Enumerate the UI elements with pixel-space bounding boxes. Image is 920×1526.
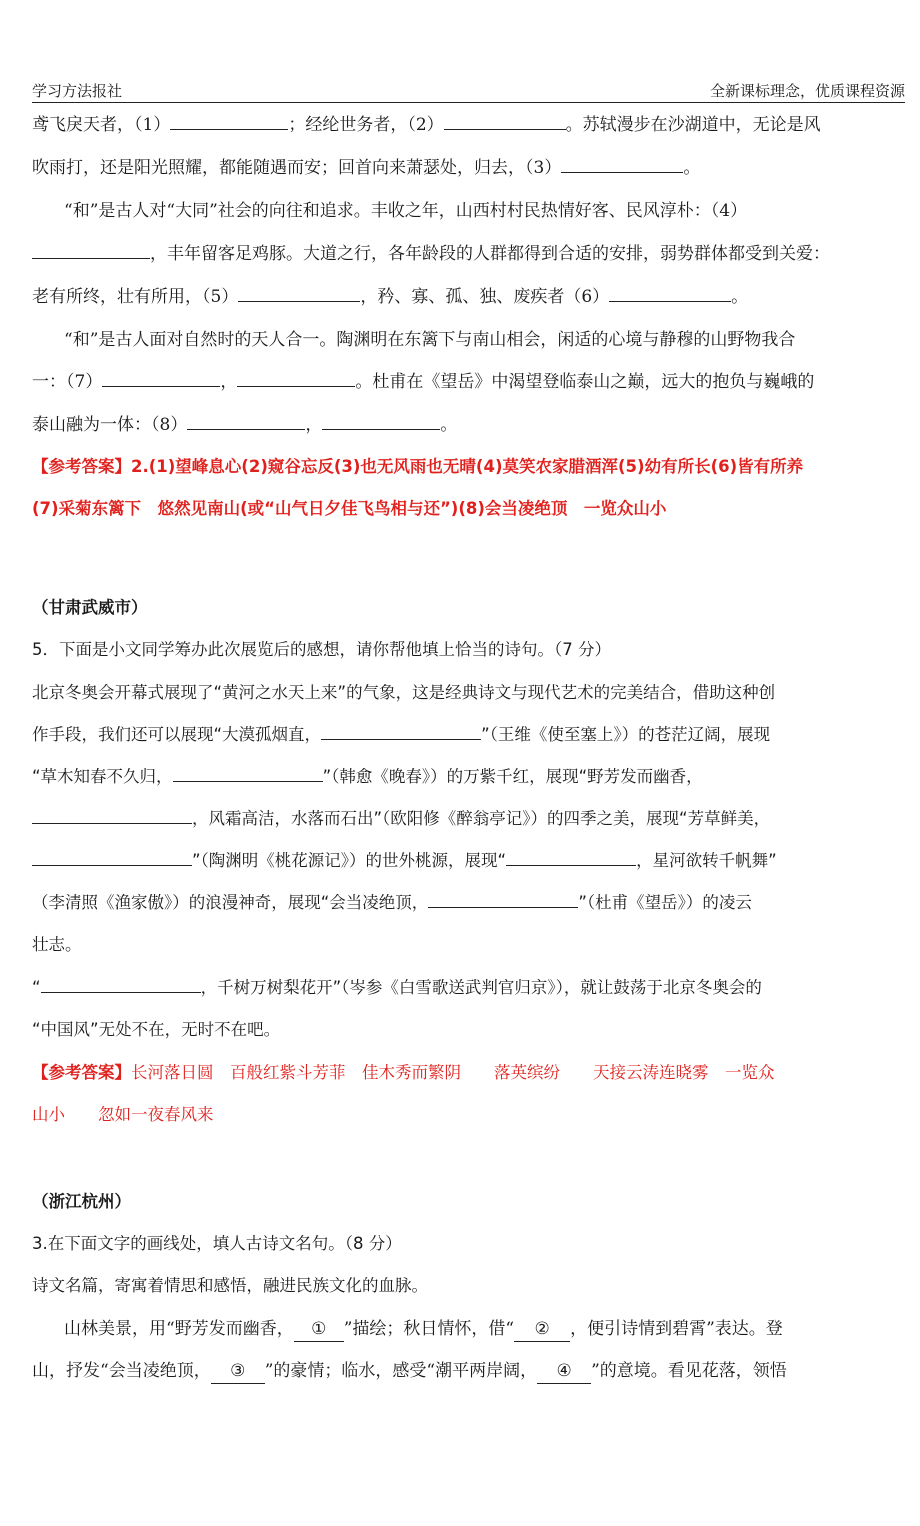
text-line: “中国风”无处不在，无时不在吧。 — [32, 1020, 281, 1039]
blank — [506, 849, 636, 866]
blank-1 — [170, 113, 288, 130]
header-publisher: 学习方法报社 — [32, 82, 123, 100]
blank — [173, 765, 323, 782]
blank-6 — [609, 285, 731, 302]
question-title: 3.在下面文字的画线处，填人古诗文名句。（8 分） — [32, 1234, 402, 1253]
answer-line: 山小 忽如一夜春风来 — [32, 1105, 214, 1124]
blank-7a — [102, 370, 220, 387]
text-line: 山，抒发“会当凌绝顶， ③ ”的豪情；临水，感受“潮平两岸阔， ④ ”的意境。看见花落，领悟 — [32, 1359, 904, 1384]
blank-8b — [322, 413, 440, 430]
answer-label: 【参考答案】 — [32, 457, 131, 476]
blank-3 — [561, 156, 683, 173]
text-line: “和”是古人对“大同”社会的向往和追求。丰收之年，山西村村民热情好客、民风淳朴：（4） — [64, 201, 748, 221]
text-line: “ ，千树万树梨花开”（岑参《白雪歌送武判官归京》），就让鼓荡于北京冬奥会的 — [32, 978, 762, 997]
blank-4 — [32, 242, 150, 259]
text-line: 鸢飞戾天者，（1） ；经纶世务者，（2） 。苏轼漫步在沙湖道中，无论是风 — [32, 115, 821, 135]
answer-line: 【参考答案】2.(1)望峰息心(2)窥谷忘反(3)也无风雨也无晴(4)莫笑农家腊酒浑(5)幼有所长(6)皆有所养 — [32, 457, 804, 476]
text-line: 泰山融为一体：（8） ， 。 — [32, 415, 458, 435]
blank — [428, 891, 578, 908]
circled-blank-4: ④ — [537, 1359, 591, 1384]
text-line: 作手段，我们还可以展现“大漠孤烟直， ”（王维《使至塞上》）的苍茫辽阔，展现 — [32, 725, 771, 744]
region-heading: （甘肃武威市） — [32, 598, 148, 617]
text-line: 北京冬奥会开幕式展现了“黄河之水天上来”的气象，这是经典诗文与现代艺术的完美结合，借助这种创 — [32, 683, 776, 702]
text-line: “草木知春不久归， ”（韩愈《晚春》）的万紫千红，展现“野芳发而幽香， — [32, 767, 703, 786]
blank-5 — [238, 285, 360, 302]
header-slogan: 全新课标理念，优质课程资源 — [709, 82, 905, 100]
blank — [321, 723, 481, 740]
text-line: 吹雨打，还是阳光照耀，都能随遇而安；回首向来萧瑟处，归去，（3） 。 — [32, 158, 701, 178]
answer-line: (7)采菊东篱下 悠然见南山(或“山气日夕佳飞鸟相与还”)(8)会当凌绝顶 一览众山小 — [32, 499, 667, 518]
question-title: 5．下面是小文同学筹办此次展览后的感想，请你帮他填上恰当的诗句。（7 分） — [32, 640, 611, 659]
circled-blank-2: ② — [514, 1317, 570, 1342]
blank — [32, 849, 192, 866]
blank — [32, 807, 192, 824]
text-line: 老有所终，壮有所用，（5） ，矜、寡、孤、独、废疾者（6） 。 — [32, 287, 749, 307]
text-line: 壮志。 — [32, 935, 82, 954]
text-line: ，丰年留客足鸡豚。大道之行，各年龄段的人群都得到合适的安排，弱势群体都受到关爱： — [32, 242, 904, 266]
answer-line: 【参考答案】长河落日圆 百般红紫斗芳菲 佳木秀而繁阴 落英缤纷 天接云涛连晓雾 一览众 — [32, 1063, 775, 1082]
text-line: 山林美景，用“野芳发而幽香， ① ”描绘；秋日情怀，借“ ② ，便引诗情到碧霄”表达。登 — [64, 1317, 920, 1342]
text-line: ，风霜高洁，水落而石出”（欧阳修《醉翁亭记》）的四季之美，展现“芳草鲜美， — [32, 807, 904, 831]
region-heading: （浙江杭州） — [32, 1192, 131, 1211]
text-line: 诗文名篇，寄寓着情思和感悟，融进民族文化的血脉。 — [32, 1276, 428, 1295]
blank-2 — [444, 113, 566, 130]
blank — [41, 976, 201, 993]
blank-8a — [187, 413, 305, 430]
text-line: ”（陶渊明《桃花源记》）的世外桃源，展现“ ，星河欲转千帆舞” — [32, 849, 904, 873]
blank-7b — [237, 370, 355, 387]
text-line: 一：（7） ， 。杜甫在《望岳》中渴望登临泰山之巅，远大的抱负与巍峨的 — [32, 372, 815, 392]
text-line: “和”是古人面对自然时的天人合一。陶渊明在东篱下与南山相会，闲适的心境与静穆的山野物我合 — [64, 330, 796, 350]
circled-blank-3: ③ — [211, 1359, 265, 1384]
circled-blank-1: ① — [294, 1317, 344, 1342]
text-line: （李清照《渔家傲》）的浪漫神奇，展现“会当凌绝顶， ”（杜甫《望岳》）的凌云 — [32, 893, 752, 912]
answer-label: 【参考答案】 — [32, 1063, 131, 1082]
page-header — [32, 78, 905, 103]
